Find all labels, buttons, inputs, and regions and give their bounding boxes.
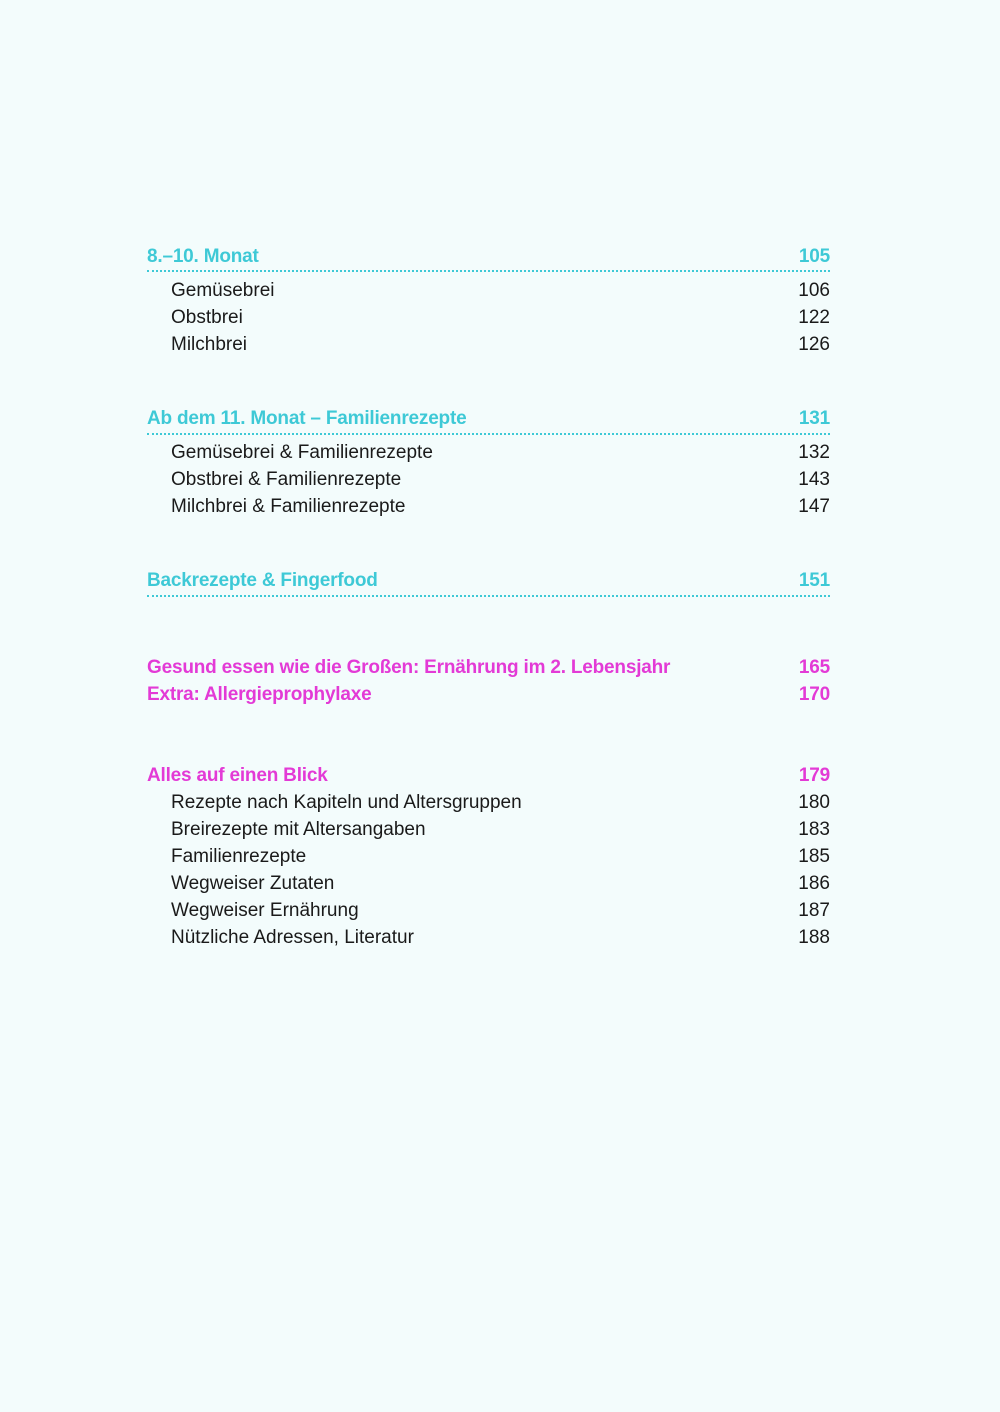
toc-heading-page: 170	[798, 684, 830, 705]
toc-heading[interactable]	[147, 656, 830, 680]
toc-heading-title: Gesund essen wie die Großen: Ernährung im 2. Lebensjahr	[147, 657, 671, 678]
toc-entry[interactable]	[171, 306, 830, 330]
toc-entry-label: Wegweiser Zutaten	[171, 873, 335, 894]
toc-entry-label: Milchbrei & Familienrezepte	[171, 496, 406, 517]
toc-entry-label: Milchbrei	[171, 334, 248, 355]
toc-entry-page: 188	[798, 927, 830, 948]
toc-entry-page: 143	[798, 469, 830, 490]
toc-entry-label: Nützliche Adressen, Literatur	[171, 927, 414, 948]
toc-heading[interactable]	[147, 569, 830, 593]
toc-entry-page: 185	[798, 846, 830, 867]
toc-entry-label: Gemüsebrei	[171, 280, 275, 301]
toc-entry[interactable]	[171, 899, 830, 923]
toc-entry[interactable]	[171, 279, 830, 303]
toc-entry[interactable]	[171, 441, 830, 465]
toc-entry-label: Familienrezepte	[171, 846, 307, 867]
toc-entry[interactable]	[171, 495, 830, 519]
toc-entry[interactable]	[171, 872, 830, 896]
toc-heading[interactable]	[147, 764, 830, 788]
toc-entry-label: Rezepte nach Kapiteln und Altersgruppen	[171, 792, 522, 813]
toc-heading-page: 131	[798, 408, 830, 429]
toc-entry-page: 122	[798, 307, 830, 328]
toc-entry[interactable]	[171, 818, 830, 842]
toc-entry-label: Obstbrei	[171, 307, 243, 328]
toc-heading-title: Ab dem 11. Monat – Familienrezepte	[147, 408, 467, 429]
toc-entry-page: 147	[798, 496, 830, 517]
toc-entry-page: 180	[798, 792, 830, 813]
toc-entry-page: 106	[798, 280, 830, 301]
toc-heading-title: Backrezepte & Fingerfood	[147, 570, 378, 591]
dotted-divider	[147, 595, 830, 597]
toc-entry-page: 187	[798, 900, 830, 921]
dotted-divider	[147, 270, 830, 272]
toc-heading-page: 105	[798, 246, 830, 267]
toc-heading[interactable]	[147, 683, 830, 707]
toc-heading-page: 179	[798, 765, 830, 786]
toc-entry-page: 186	[798, 873, 830, 894]
toc-entry-page: 132	[798, 442, 830, 463]
toc-heading-title: Alles auf einen Blick	[147, 765, 328, 786]
toc-heading-title: 8.–10. Monat	[147, 246, 259, 267]
toc-entry-label: Obstbrei & Familienrezepte	[171, 469, 402, 490]
toc-entry[interactable]	[171, 333, 830, 357]
toc-entry-label: Gemüsebrei & Familienrezepte	[171, 442, 433, 463]
toc-heading-title: Extra: Allergieprophylaxe	[147, 684, 372, 705]
toc-entry[interactable]	[171, 845, 830, 869]
toc-entry[interactable]	[171, 926, 830, 950]
toc-entry[interactable]	[171, 468, 830, 492]
toc-heading-page: 151	[798, 570, 830, 591]
toc-entry-page: 126	[798, 334, 830, 355]
toc-entry[interactable]	[171, 791, 830, 815]
toc-entry-label: Wegweiser Ernährung	[171, 900, 359, 921]
toc-heading[interactable]	[147, 407, 830, 431]
dotted-divider	[147, 433, 830, 435]
toc-entry-label: Breirezepte mit Altersangaben	[171, 819, 426, 840]
toc-heading[interactable]	[147, 245, 830, 269]
toc-entry-page: 183	[798, 819, 830, 840]
toc-heading-page: 165	[798, 657, 830, 678]
